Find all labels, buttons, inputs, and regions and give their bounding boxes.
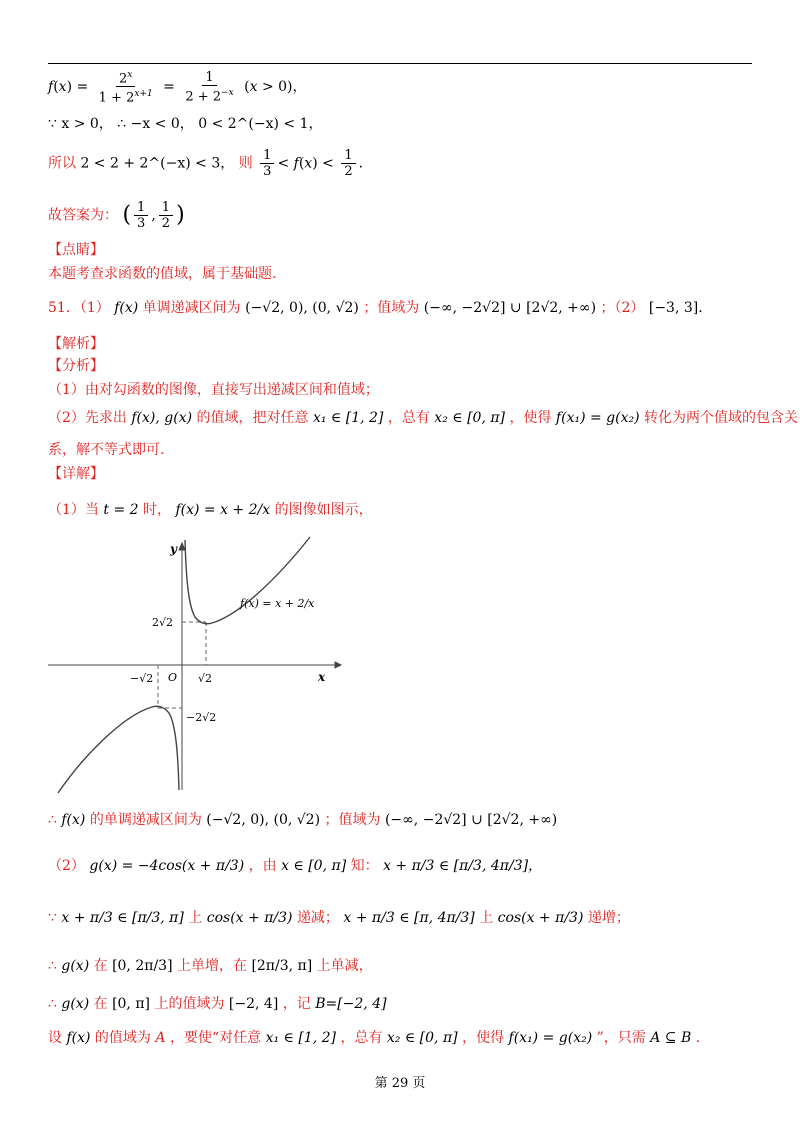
d5-c: 在 <box>93 958 108 974</box>
x-tick-neg: −√2 <box>130 672 154 685</box>
answer-label: 故答案为： <box>48 207 118 224</box>
x-label: x <box>318 670 326 684</box>
curve-left-branch <box>58 706 179 793</box>
f2-e: ，总有 <box>387 410 430 426</box>
fenxi-heading: 【分析】 <box>48 358 104 374</box>
d7-d: A <box>155 1030 166 1046</box>
d6-f: [−2, 4] <box>228 996 279 1012</box>
f2-g: ，使得 <box>509 410 552 426</box>
then-label: 则 <box>238 155 253 172</box>
f2-i: 转化为两个值域的包含关 <box>644 410 799 426</box>
d6-c: 在 <box>93 996 108 1012</box>
d2-a: ∴ <box>48 812 57 828</box>
d1-a: （1）当 <box>48 502 99 518</box>
d5-a: ∴ <box>48 958 57 974</box>
d3-d: x ∈ [0, π] <box>281 858 347 874</box>
dianjing-heading: 【点睛】 <box>48 242 104 258</box>
line-fx-expression: f(x) = $\frac{2^x}{1 + 2^{x+1}}$ = $\frac{1}{2 + 2^{-x}}$ (x > 0)， <box>48 69 307 106</box>
f2-h: f(x₁) = g(x₂) <box>555 410 640 426</box>
d4-b: x + π/3 ∈ [π/3, π] <box>61 910 184 926</box>
d1-c: 时， <box>143 502 171 518</box>
d5-f: [2π/3, π] <box>251 958 313 974</box>
f2-f: x₂ ∈ [0, π] <box>434 410 506 426</box>
y-axis-arrow <box>179 543 185 550</box>
function-graph <box>40 535 350 805</box>
d3-b: g(x) = −4cos(x + π/3) <box>89 858 245 874</box>
d5-d: [0, 2π/3] <box>112 958 173 974</box>
d6-d: [0, π] <box>112 996 150 1012</box>
x-axis-arrow <box>335 662 341 668</box>
d7-b: f(x) <box>66 1030 91 1046</box>
d6-g: ，记 <box>282 996 311 1012</box>
f2-c: 的值域，把对任意 <box>196 410 309 426</box>
d3-e: 知： <box>350 858 379 874</box>
q51-text-d: ；值域为 <box>363 300 420 316</box>
d7-c: 的值域为 <box>94 1030 151 1046</box>
d7-e: ，要使“对任意 <box>169 1030 262 1046</box>
d1-d: f(x) = x + 2/x <box>175 502 271 518</box>
y-label: y <box>170 542 177 556</box>
d2-c: 的单调递减区间为 <box>89 812 202 828</box>
detail-line-3 <box>48 856 542 876</box>
d3-c: ，由 <box>248 858 277 874</box>
d4-e: 递减； <box>296 910 339 926</box>
q51-intervals: (−√2, 0), (0, √2) <box>245 300 359 316</box>
d3-a: （2） <box>48 858 85 874</box>
detail-line-6 <box>48 994 387 1014</box>
q51-fx: f(x) <box>114 300 139 316</box>
q51-range: (−∞, −2√2] ∪ [2√2, +∞) <box>423 300 597 316</box>
d4-i: 递增； <box>587 910 630 926</box>
d4-f: x + π/3 ∈ [π, 4π/3] <box>343 910 475 926</box>
xiangjie-heading: 【详解】 <box>48 466 104 482</box>
d7-h: x₂ ∈ [0, π] <box>386 1030 458 1046</box>
so-label: 所以 <box>48 155 76 172</box>
d4-g: 上 <box>479 910 494 926</box>
y-tick-neg: −2√2 <box>186 711 217 724</box>
detail-line-1 <box>48 500 373 520</box>
line-because <box>48 114 322 134</box>
q51-text-b: 单调递减区间为 <box>142 300 241 316</box>
d6-b: g(x) <box>61 996 90 1012</box>
d6-a: ∴ <box>48 996 57 1012</box>
d7-j: f(x₁) = g(x₂) <box>508 1030 593 1046</box>
q51-text-f: ；（2） <box>600 300 645 316</box>
because-text: ∵ x > 0， ∴ −x < 0， 0 < 2^(−x) < 1， <box>48 116 323 132</box>
d2-b: f(x) <box>61 812 86 828</box>
curve-label: f(x) = x + 2/x <box>240 597 315 610</box>
d6-h: B=[−2, 4] <box>315 996 387 1012</box>
d7-f: x₁ ∈ [1, 2] <box>265 1030 336 1046</box>
q51-part2: [−3, 3]. <box>648 300 703 316</box>
d4-a: ∵ <box>48 910 57 926</box>
d7-g: ，总有 <box>340 1030 383 1046</box>
detail-line-2 <box>48 810 557 830</box>
jiexi-heading: 【解析】 <box>48 336 104 352</box>
f2-d: x₁ ∈ [1, 2] <box>312 410 384 426</box>
fenxi-line-3: 系，解不等式即可. <box>48 442 165 458</box>
d2-f: (−∞, −2√2] ∪ [2√2, +∞) <box>384 812 558 828</box>
d2-d: (−√2, 0), (0, √2) <box>206 812 321 828</box>
d5-e: 上单增，在 <box>176 958 247 974</box>
dianjing-text: 本题考查求函数的值域，属于基础题. <box>48 266 277 282</box>
detail-line-4 <box>48 908 630 928</box>
d1-b: t = 2 <box>103 502 139 518</box>
curve-right-branch <box>185 537 310 624</box>
line-answer: 故答案为： ( $\frac{1}{3}$ , $\frac{1}{2}$ ) <box>48 200 185 231</box>
d6-e: 上的值域为 <box>154 996 225 1012</box>
d7-k: ”，只需 <box>596 1030 646 1046</box>
x-tick-pos: √2 <box>198 672 213 685</box>
y-tick-pos: 2√2 <box>152 616 174 629</box>
d4-d: cos(x + π/3) <box>206 910 293 926</box>
question-51-answer <box>48 298 703 318</box>
d5-g: 上单减， <box>316 958 373 974</box>
d1-e: 的图像如图示， <box>274 502 373 518</box>
fenxi-line-1: （1）由对勾函数的图像，直接写出递减区间和值域； <box>48 382 379 398</box>
line-so: 所以 2 < 2 + 2^(−x) < 3， 则 $\frac{1}{3}$ < f(x) < $\frac{1}{2}$ . <box>48 148 364 179</box>
d7-i: ，使得 <box>462 1030 505 1046</box>
header-rule <box>48 63 752 64</box>
d4-c: 上 <box>188 910 203 926</box>
d3-f: x + π/3 ∈ [π/3, 4π/3]， <box>383 858 543 874</box>
page-footer: 第 29 页 <box>374 1076 426 1091</box>
fenxi-line-2 <box>48 408 798 428</box>
d7-a: 设 <box>48 1030 62 1046</box>
d5-b: g(x) <box>61 958 90 974</box>
d4-h: cos(x + π/3) <box>497 910 584 926</box>
f2-b: f(x), g(x) <box>131 410 193 426</box>
d7-m: . <box>695 1030 701 1046</box>
detail-line-5 <box>48 956 373 976</box>
d2-e: ；值域为 <box>324 812 381 828</box>
d7-l: A ⊆ B <box>650 1030 692 1046</box>
q51-number: 51．（1） <box>48 300 110 316</box>
ineq-a: 2 < 2 + 2^(−x) < 3， <box>80 155 235 172</box>
origin-label: O <box>168 671 178 684</box>
f2-a: （2）先求出 <box>48 410 127 426</box>
detail-line-7 <box>48 1028 700 1048</box>
